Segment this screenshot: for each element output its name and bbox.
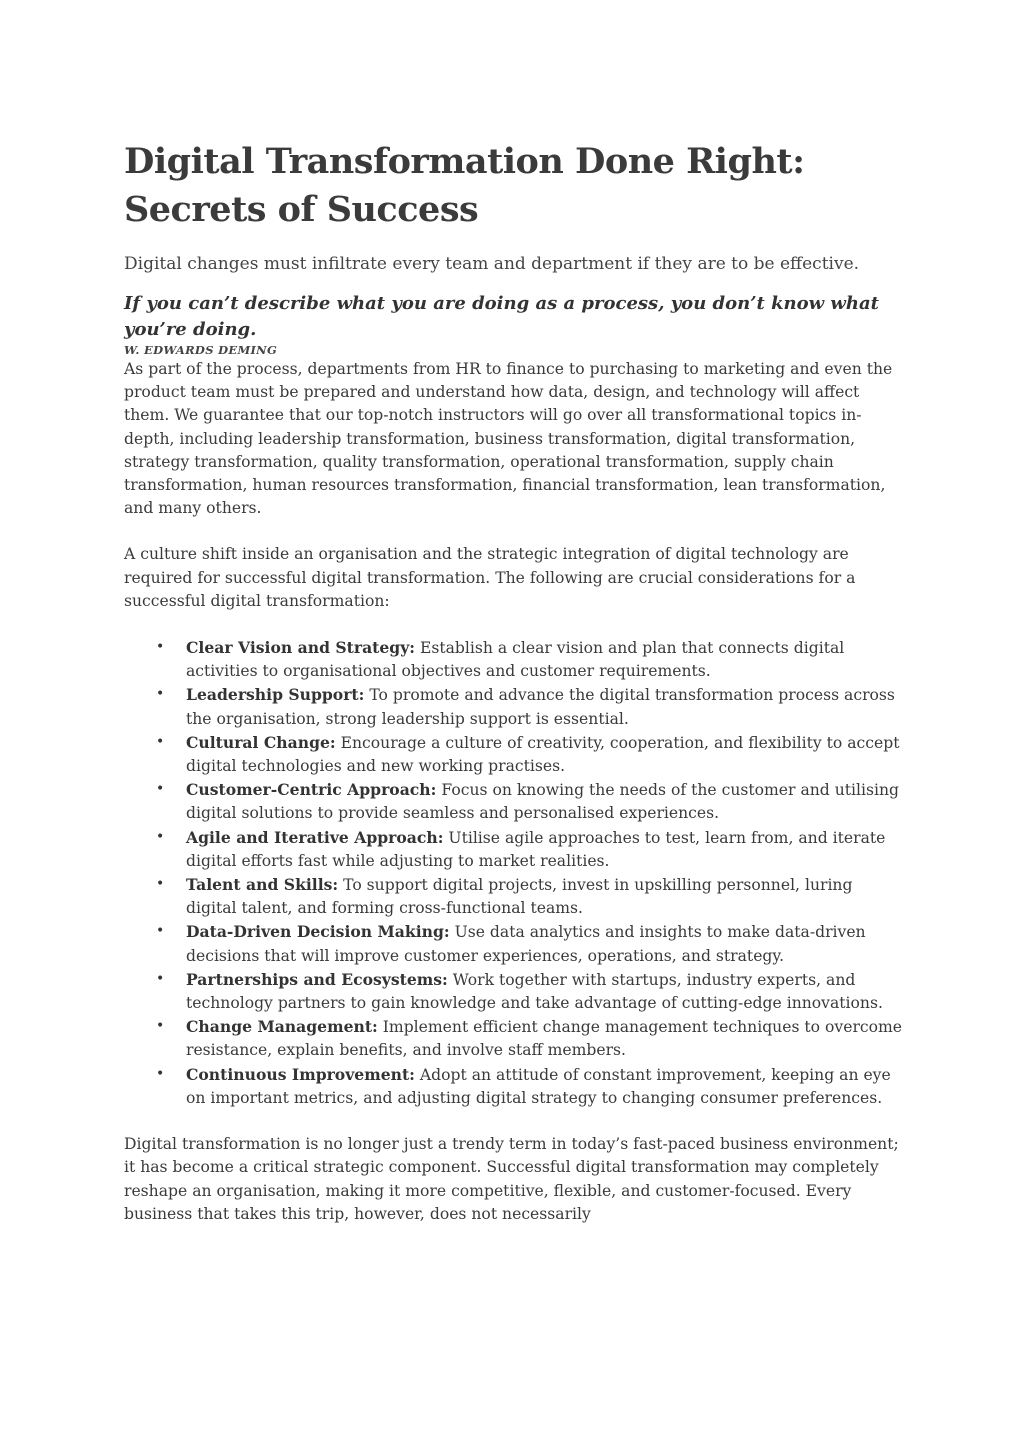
bullet-icon: • — [156, 733, 165, 750]
list-item-text: To promote and advance the digital transformation process across the organisation, strong leadership support is essential. — [186, 686, 895, 728]
list-item — [124, 920, 904, 967]
body-paragraph-1: As part of the process, departments from HR to finance to purchasing to marketing and even the product team must be prepared and understand how data, design, and technology will affect them. We guarantee that our top-notch instructors will go over all transformational topics in-depth, including leadership transformation, business transformation, digital transformation, strategy transformation, quality transformation, operational transformation, supply chain transformation, human resources transformation, financial transformation, lean transformation, and many others. — [124, 360, 893, 518]
list-item-label: Agile and Iterative Approach: — [186, 827, 444, 847]
bullet-icon: • — [156, 876, 165, 893]
list-item-text: To support digital projects, invest in upskilling personnel, luring digital talent, and forming cross-functional teams. — [186, 876, 853, 918]
list-item-label: Customer-Centric Approach: — [186, 780, 437, 800]
list-item — [124, 873, 904, 920]
list-item — [124, 826, 904, 873]
bullet-icon: • — [156, 1065, 165, 1082]
list-item-label: Continuous Improvement: — [186, 1064, 415, 1084]
bullet-icon: • — [156, 923, 165, 940]
list-item-text: Use data analytics and insights to make data-driven decisions that will improve customer experiences, operations, and strategy. — [186, 923, 866, 965]
list-item-label: Talent and Skills: — [186, 875, 339, 895]
list-item-text: Focus on knowing the needs of the customer and utilising digital solutions to provide seamless and personalised experiences. — [186, 781, 900, 823]
list-item — [124, 1015, 904, 1062]
list-item-label: Cultural Change: — [186, 732, 336, 752]
list-item — [124, 778, 904, 825]
intro-paragraph: Digital changes must infiltrate every team and department if they are to be effective. — [124, 254, 860, 274]
list-item-text: Encourage a culture of creativity, cooperation, and flexibility to accept digital technologies and new working practises. — [186, 733, 900, 776]
list-item-text: Work together with startups, industry experts, and technology partners to gain knowledge and take advantage of cutting-edge innovations. — [186, 970, 883, 1013]
list-item — [124, 1063, 904, 1110]
list-item-text: Adopt an attitude of constant improvement, keeping an eye on important metrics, and adjusting digital strategy to changing consumer preferences. — [186, 1065, 891, 1107]
document-page — [124, 138, 904, 1226]
list-item-label: Clear Vision and Strategy: — [186, 638, 416, 658]
list-item-label: Leadership Support: — [186, 685, 365, 705]
bullet-icon: • — [156, 1018, 165, 1035]
bullet-icon: • — [156, 781, 165, 798]
body-paragraph-2: A culture shift inside an organisation and the strategic integration of digital technology are required for successful digital transformation. The following are crucial considerations for a successful digital transformation: — [124, 545, 856, 610]
considerations-list — [124, 636, 904, 1110]
page-title — [124, 138, 904, 234]
title-line-1: Digital Transformation Done Right: — [124, 141, 805, 182]
list-item — [124, 968, 904, 1015]
body-paragraph-3: Digital transformation is no longer just a trendy term in today’s fast-paced business environment; it has become a critical strategic component. Successful digital transformation may completely reshape an organisation, making it more competitive, flexible, and customer-focused. Every business that takes this trip, however, does not necessarily — [124, 1135, 899, 1223]
bullet-icon: • — [156, 970, 165, 987]
list-item-label: Data-Driven Decision Making: — [186, 922, 450, 942]
quote-text: If you can’t describe what you are doing as a process, you don’t know what you’re doing. — [124, 293, 879, 340]
list-item — [124, 731, 904, 778]
bullet-icon: • — [156, 686, 165, 703]
list-item-text: Implement efficient change management techniques to overcome resistance, explain benefits, and involve staff members. — [186, 1018, 903, 1060]
list-item-text: Utilise agile approaches to test, learn from, and iterate digital efforts fast while adjusting to market realities. — [186, 828, 886, 870]
title-line-2: Secrets of Success — [124, 189, 479, 230]
bullet-icon: • — [156, 828, 165, 845]
quote-author: W. EDWARDS DEMING — [124, 343, 278, 357]
list-item — [124, 683, 904, 730]
bullet-icon: • — [156, 639, 165, 656]
list-item-text: Establish a clear vision and plan that connects digital activities to organisational objectives and customer requirements. — [186, 639, 845, 681]
list-item-label: Partnerships and Ecosystems: — [186, 969, 448, 989]
list-item — [124, 636, 904, 683]
list-item-label: Change Management: — [186, 1017, 378, 1037]
